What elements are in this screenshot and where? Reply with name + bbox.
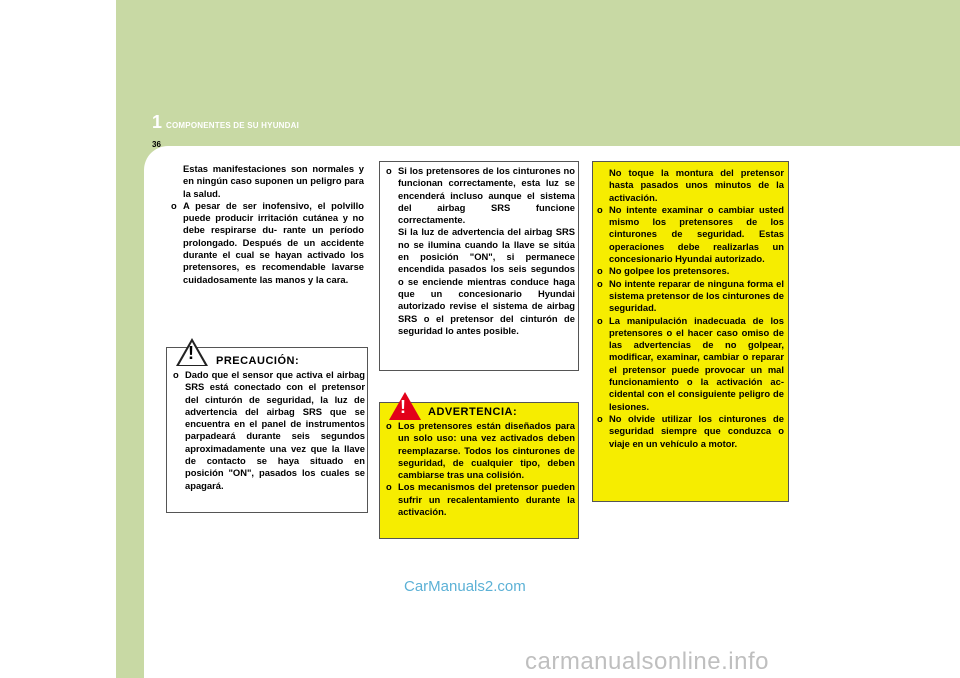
bullet-marker: o bbox=[597, 203, 603, 215]
warning-continued-body bbox=[597, 167, 784, 450]
bullet-marker: o bbox=[386, 420, 392, 431]
info-text-1: Si los pretensores de los cinturones no funcionan correctamente, esta luz se encenderá incluso aunque el sistema del airbag SRS funcione correctamente. bbox=[398, 165, 575, 226]
bullet-marker: o bbox=[173, 369, 179, 380]
exclamation-icon: ! bbox=[400, 397, 406, 417]
bullet-marker: o bbox=[597, 265, 603, 277]
bullet-marker: o bbox=[171, 199, 177, 211]
watermark-link[interactable]: CarManuals2.com bbox=[404, 578, 526, 595]
caution-title: PRECAUCIÓN: bbox=[216, 355, 300, 367]
list-item bbox=[173, 369, 365, 492]
continuation-text: No toque la montura del pretensor hasta pasados unos minutos de la activación. bbox=[609, 167, 784, 203]
caution-text: Dado que el sensor que activa el airbag SRS está conectado con el pretensor del cinturón de seguridad, la luz de advertencia del airbag SRS que se encuentra en el panel de instrumentos parpadeará durante seis segundos aproximadamente una vez que la llave de contacto se haya situado en posición "ON", pasados los cuales se apagará. bbox=[185, 369, 365, 491]
list-item bbox=[597, 315, 784, 413]
page-number: 36 bbox=[152, 140, 161, 149]
warning-text: No intente reparar de ninguna forma el sistema pretensor de los cinturones de seguridad. bbox=[609, 277, 784, 314]
exclamation-icon: ! bbox=[188, 343, 194, 363]
bullet-marker: o bbox=[386, 165, 392, 176]
warning-text: No olvide utilizar los cinturones de seguridad siempre que conduzca o viaje en un vehículo a motor. bbox=[609, 412, 784, 449]
warning-text: Los pretensores están diseñados para un solo uso: una vez activados deben reemplazarse. Todos los cinturones de seguridad, de cualquier tipo, deben cambiarse tras una colisión. bbox=[398, 420, 575, 481]
warning-text: Los mecanismos del pretensor pueden sufrir un recalentamiento durante la activación. bbox=[398, 481, 575, 518]
watermark-text: carmanualsonline.info bbox=[525, 648, 769, 675]
list-item bbox=[386, 420, 575, 481]
list-item bbox=[597, 278, 784, 315]
info-box-body bbox=[386, 165, 575, 337]
list-item bbox=[597, 413, 784, 450]
bullet-marker: o bbox=[597, 277, 603, 289]
list-item bbox=[597, 204, 784, 265]
list-item bbox=[597, 265, 784, 277]
chapter-number: 1 bbox=[152, 112, 163, 132]
bullet-text: A pesar de ser inofensivo, el polvillo puede producir irritación cutánea y no debe respirarse du- rante un período prolongado. Después de un accidente durante el cual se hayan activado los pretensores, es recomendable lavarse cuidadosamente las manos y la cara. bbox=[183, 199, 364, 285]
page-header bbox=[152, 112, 299, 133]
bullet-marker: o bbox=[386, 481, 392, 493]
warning-text: No golpee los pretensores. bbox=[609, 265, 730, 277]
warning-text: La manipulación inadecuada de los pretensores o el hacer caso omiso de las advertencias de no golpear, modificar, examinar, cambiar o reparar el pretensor puede provocar un mal funcionamiento o la activación ac- cidental con el consiguiente peligro de lesiones. bbox=[609, 314, 784, 412]
warning-title: ADVERTENCIA: bbox=[428, 406, 518, 418]
list-item bbox=[171, 200, 364, 286]
bullet-marker: o bbox=[597, 412, 603, 424]
warning-body bbox=[386, 420, 575, 518]
chapter-title: COMPONENTES DE SU HYUNDAI bbox=[166, 121, 300, 130]
continuation-text: Estas manifestaciones son normales y en ningún caso suponen un peligro para la salud. bbox=[183, 163, 364, 199]
left-column bbox=[171, 163, 364, 286]
list-item bbox=[386, 165, 575, 226]
list-item bbox=[386, 481, 575, 518]
warning-text: No intente examinar o cambiar usted mismo los pretensores de los cinturones de seguridad. Estas operaciones debe realizarlas un concesionario Hyundai autorizado. bbox=[609, 203, 784, 265]
info-text-2: Si la luz de advertencia del airbag SRS no se ilumina cuando la llave se sitúa en posición "ON", si permanece encendida pasados los seis segundos o se enciende mientras conduce haga que un concesionario Hyundai autorizado revise el sistema de airbag SRS o el pretensor del cinturón de seguridad lo antes posible. bbox=[398, 226, 575, 336]
caution-body bbox=[173, 369, 365, 492]
bullet-marker: o bbox=[597, 314, 603, 326]
